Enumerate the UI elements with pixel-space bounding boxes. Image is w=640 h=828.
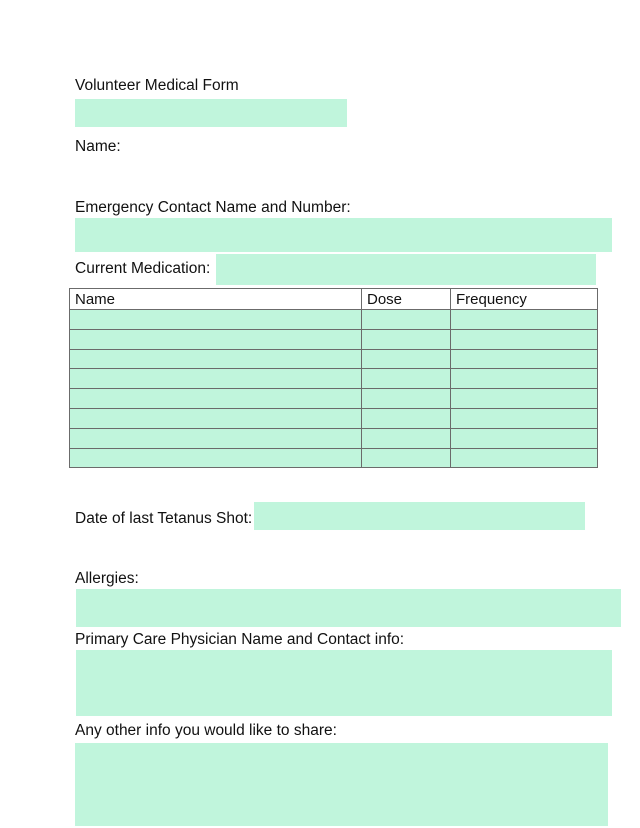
medication-name-cell [70, 329, 362, 349]
table-row [70, 389, 598, 409]
emergency-contact-field[interactable] [75, 218, 612, 252]
other-info-field[interactable] [75, 743, 608, 826]
medication-dose-input[interactable] [362, 350, 450, 368]
medication-frequency-input[interactable] [451, 370, 597, 388]
medication-name-input[interactable] [70, 449, 361, 467]
medication-name-cell [70, 369, 362, 389]
medication-dose-input[interactable] [362, 389, 450, 407]
medication-dose-input[interactable] [362, 429, 450, 447]
allergies-label: Allergies: [75, 570, 139, 587]
table-row [70, 329, 598, 349]
allergies-field[interactable] [76, 589, 621, 627]
medication-name-input[interactable] [70, 350, 361, 368]
header-dose: Dose [362, 289, 451, 310]
medication-frequency-cell [451, 369, 598, 389]
medication-dose-cell [362, 428, 451, 448]
header-name: Name [70, 289, 362, 310]
medication-dose-cell [362, 408, 451, 428]
table-row [70, 428, 598, 448]
medication-dose-input[interactable] [362, 449, 450, 467]
current-medication-label: Current Medication: [75, 260, 211, 277]
medication-table [69, 288, 598, 468]
medication-frequency-cell [451, 389, 598, 409]
table-row [70, 448, 598, 468]
medication-frequency-input[interactable] [451, 389, 597, 407]
medication-frequency-input[interactable] [451, 310, 597, 328]
medication-name-input[interactable] [70, 370, 361, 388]
medication-dose-cell [362, 448, 451, 468]
medication-dose-cell [362, 349, 451, 369]
medication-dose-cell [362, 369, 451, 389]
physician-field[interactable] [76, 650, 612, 716]
medication-frequency-cell [451, 448, 598, 468]
physician-label: Primary Care Physician Name and Contact info: [75, 631, 405, 648]
medication-frequency-input[interactable] [451, 409, 597, 427]
table-row [70, 369, 598, 389]
medication-dose-input[interactable] [362, 409, 450, 427]
header-frequency: Frequency [451, 289, 598, 310]
medication-name-cell [70, 310, 362, 330]
current-medication-field[interactable] [216, 254, 596, 285]
medication-frequency-input[interactable] [451, 350, 597, 368]
medication-name-cell [70, 448, 362, 468]
medication-name-cell [70, 408, 362, 428]
medication-dose-input[interactable] [362, 330, 450, 348]
medication-name-input[interactable] [70, 310, 361, 328]
medication-frequency-cell [451, 408, 598, 428]
emergency-contact-label: Emergency Contact Name and Number: [75, 199, 351, 216]
medication-name-input[interactable] [70, 429, 361, 447]
name-label: Name: [75, 138, 121, 155]
medication-frequency-input[interactable] [451, 330, 597, 348]
medication-table-header [70, 289, 598, 310]
medication-name-input[interactable] [70, 330, 361, 348]
medication-frequency-cell [451, 329, 598, 349]
medication-frequency-input[interactable] [451, 429, 597, 447]
tetanus-date-field[interactable] [254, 502, 585, 530]
medication-frequency-cell [451, 428, 598, 448]
medication-dose-cell [362, 389, 451, 409]
medication-name-input[interactable] [70, 409, 361, 427]
medication-name-cell [70, 428, 362, 448]
table-row [70, 349, 598, 369]
medication-frequency-input[interactable] [451, 449, 597, 467]
other-info-label: Any other info you would like to share: [75, 722, 337, 739]
medication-dose-cell [362, 310, 451, 330]
medication-frequency-cell [451, 310, 598, 330]
medication-dose-cell [362, 329, 451, 349]
medication-dose-input[interactable] [362, 310, 450, 328]
tetanus-label: Date of last Tetanus Shot: [75, 510, 253, 527]
table-row [70, 408, 598, 428]
medication-name-input[interactable] [70, 389, 361, 407]
form-title: Volunteer Medical Form [75, 77, 239, 94]
medication-frequency-cell [451, 349, 598, 369]
medication-dose-input[interactable] [362, 370, 450, 388]
medication-name-cell [70, 349, 362, 369]
table-row [70, 310, 598, 330]
title-field[interactable] [75, 99, 347, 127]
medication-name-cell [70, 389, 362, 409]
